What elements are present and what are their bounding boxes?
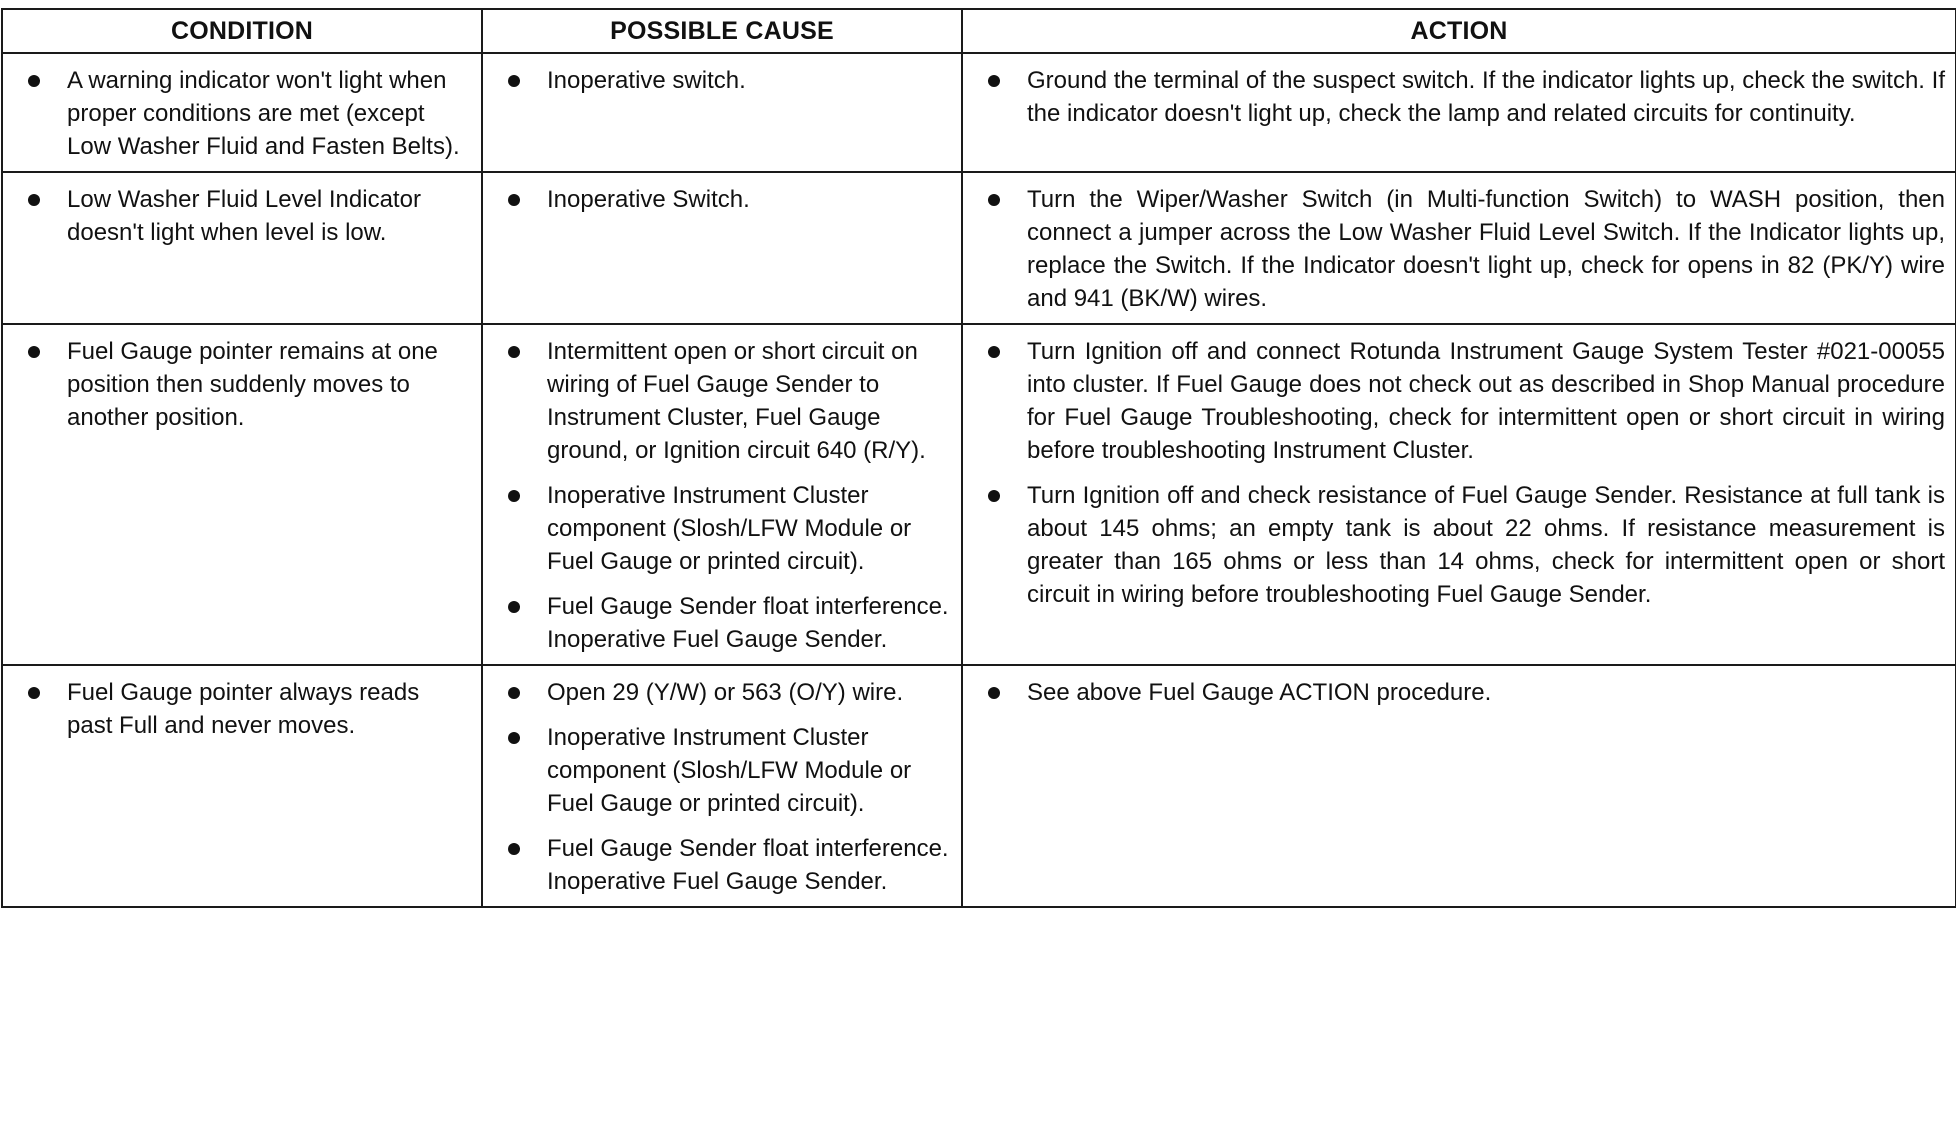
bullet-icon [508,601,520,613]
cause-item [503,183,951,216]
bullet-icon [988,75,1000,87]
condition-list [23,64,471,163]
condition-list [23,676,471,742]
action-item [983,676,1945,709]
condition-list [23,183,471,249]
action-cell [962,324,1956,665]
cause-text: Inoperative switch. [547,67,746,94]
condition-item [23,64,471,163]
cause-item [503,64,951,97]
condition-text: Fuel Gauge pointer remains at one position then suddenly moves to another position. [67,338,438,431]
cause-text: Inoperative Instrument Cluster component (Slosh/LFW Module or Fuel Gauge or printed circuit). [547,724,912,817]
header-condition: CONDITION [2,9,482,53]
condition-text: Fuel Gauge pointer always reads past Full and never moves. [67,679,420,739]
bullet-icon [508,75,520,87]
troubleshooting-page [0,8,1956,908]
table-row [2,324,1956,665]
cause-list [503,335,951,656]
cause-item [503,590,951,656]
action-text: Turn Ignition off and check resistance of Fuel Gauge Sender. Resistance at full tank is about 145 ohms; an empty tank is about 22 ohms. If resistance measurement is greater than 165 ohms or less than 14 ohms, check for intermittent open or short circuit in wiring before troubleshooting Fuel Gauge Sender. [1027,482,1945,608]
action-cell [962,172,1956,324]
action-text: Ground the terminal of the suspect switch. If the indicator lights up, check the switch. If the indicator doesn't light up, check the lamp and related circuits for continuity. [1027,67,1945,127]
table-header [2,9,1956,53]
action-cell [962,665,1956,907]
action-list [983,335,1945,611]
bullet-icon [28,194,40,206]
bullet-icon [988,194,1000,206]
cause-cell [482,53,962,172]
cause-item [503,335,951,467]
cause-list [503,676,951,898]
cause-text: Intermittent open or short circuit on wiring of Fuel Gauge Sender to Instrument Cluster, Fuel Gauge ground, or Ignition circuit 640 (R/Y). [547,338,926,464]
bullet-icon [28,75,40,87]
bullet-icon [508,194,520,206]
action-item [983,479,1945,611]
condition-cell [2,665,482,907]
header-row [2,9,1956,53]
table-row [2,172,1956,324]
bullet-icon [508,687,520,699]
action-text: Turn the Wiper/Washer Switch (in Multi-function Switch) to WASH position, then connect a jumper across the Low Washer Fluid Level Switch. If the Indicator lights up, replace the Switch. If the Indicator doesn't light up, check for opens in 82 (PK/Y) wire and 941 (BK/W) wires. [1027,186,1945,312]
condition-text: A warning indicator won't light when proper conditions are met (except Low Washer Fluid and Fasten Belts). [67,67,460,160]
bullet-icon [988,687,1000,699]
action-list [983,676,1945,709]
action-item [983,64,1945,130]
condition-item [23,676,471,742]
cause-cell [482,324,962,665]
cause-text: Inoperative Instrument Cluster component (Slosh/LFW Module or Fuel Gauge or printed circuit). [547,482,912,575]
condition-item [23,183,471,249]
cause-text: Inoperative Switch. [547,186,750,213]
header-action: ACTION [962,9,1956,53]
action-list [983,183,1945,315]
action-item [983,183,1945,315]
table-row [2,665,1956,907]
cause-cell [482,665,962,907]
bullet-icon [508,732,520,744]
bullet-icon [28,346,40,358]
bullet-icon [988,490,1000,502]
bullet-icon [28,687,40,699]
bullet-icon [508,843,520,855]
condition-text: Low Washer Fluid Level Indicator doesn't light when level is low. [67,186,421,246]
condition-cell [2,172,482,324]
condition-list [23,335,471,434]
action-item [983,335,1945,467]
action-cell [962,53,1956,172]
table-body [2,53,1956,907]
cause-cell [482,172,962,324]
condition-cell [2,324,482,665]
cause-item [503,676,951,709]
cause-list [503,64,951,97]
cause-item [503,721,951,820]
action-list [983,64,1945,130]
header-possible-cause: POSSIBLE CAUSE [482,9,962,53]
action-text: Turn Ignition off and connect Rotunda Instrument Gauge System Tester #021-00055 into cluster. If Fuel Gauge does not check out as described in Shop Manual procedure for Fuel Gauge Troubleshooting, check for intermittent open or short circuit in wiring before troubleshooting Instrument Cluster. [1027,338,1945,464]
diagnosis-table [1,8,1956,908]
cause-text: Fuel Gauge Sender float interference. Inoperative Fuel Gauge Sender. [547,835,949,895]
bullet-icon [508,346,520,358]
cause-text: Open 29 (Y/W) or 563 (O/Y) wire. [547,679,904,706]
table-row [2,53,1956,172]
cause-text: Fuel Gauge Sender float interference. Inoperative Fuel Gauge Sender. [547,593,949,653]
cause-list [503,183,951,216]
cause-item [503,832,951,898]
action-text: See above Fuel Gauge ACTION procedure. [1027,679,1492,706]
bullet-icon [988,346,1000,358]
bullet-icon [508,490,520,502]
condition-cell [2,53,482,172]
cause-item [503,479,951,578]
condition-item [23,335,471,434]
